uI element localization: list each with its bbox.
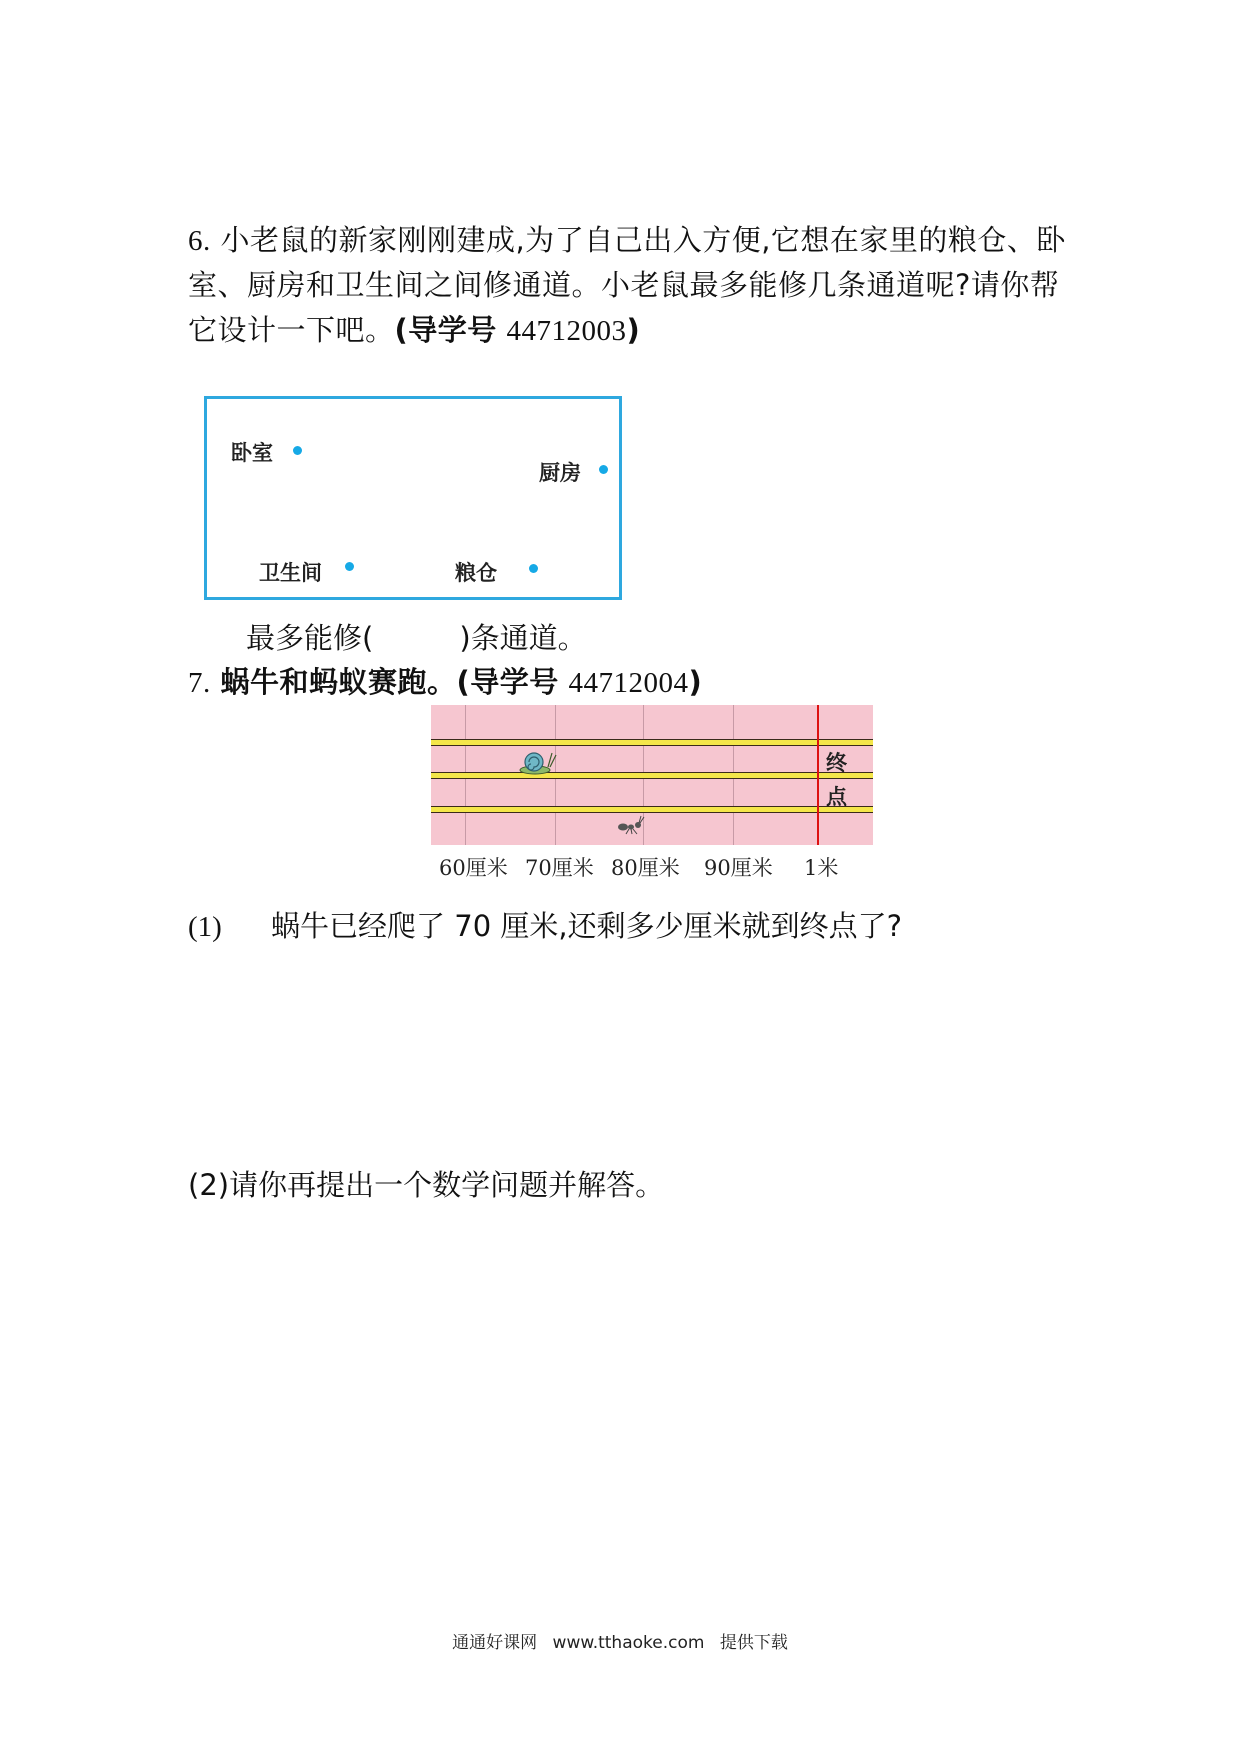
- q6-text-line2: 室、厨房和卫生间之间修通道。小老鼠最多能修几条通道呢?请你帮: [188, 268, 1060, 302]
- q6-text-line3: 它设计一下吧。: [188, 313, 395, 347]
- tick-label: 70厘米: [525, 856, 594, 880]
- tick-label: 90厘米: [704, 856, 773, 880]
- q7-sub2-label: (2): [188, 1168, 230, 1202]
- room-dot-granary: [529, 564, 538, 573]
- tick-label: 60厘米: [439, 856, 508, 880]
- q7-sub1-text: 蜗牛已经爬了 70 厘米,还剩多少厘米就到终点了?: [271, 909, 902, 943]
- q7-heading: [188, 660, 1068, 706]
- snail-icon: [519, 747, 559, 775]
- lane-line: [431, 806, 873, 813]
- race-track: [431, 705, 873, 845]
- room-label-bedroom: 卧室: [231, 440, 273, 465]
- page-footer: [0, 1628, 1240, 1653]
- q6-line3: [188, 308, 1068, 354]
- footer-suffix: 提供下载: [719, 1633, 788, 1653]
- room-label-granary: 粮仓: [455, 560, 497, 585]
- q7-title: 蜗牛和蚂蚁赛跑。: [220, 665, 457, 699]
- q7-sub1-label: (1): [188, 911, 222, 943]
- q7-sub2-text: 请你再提出一个数学问题并解答。: [229, 1168, 665, 1202]
- q7-ref-close: ): [688, 665, 703, 699]
- tick-label: 80厘米: [611, 856, 680, 880]
- q6-ref-code: 44712003: [506, 315, 627, 347]
- q7-sub1: [188, 904, 902, 945]
- room-dot-bathroom: [345, 562, 354, 571]
- q6-ref-close: ): [626, 313, 641, 347]
- lane-line: [431, 739, 873, 746]
- q7-number: 7.: [188, 667, 211, 699]
- q6-line1: [188, 218, 1068, 264]
- q7-ref-label: 导学号: [470, 665, 559, 699]
- q6-text-line1: 小老鼠的新家刚刚建成,为了自己出入方便,它想在家里的粮仓、卧: [220, 223, 1066, 257]
- room-label-kitchen: 厨房: [539, 460, 581, 485]
- q6-ref-label: 导学号: [408, 313, 497, 347]
- tick-label: 1米: [804, 856, 839, 880]
- ant-icon: [617, 815, 647, 835]
- lane-line: [431, 772, 873, 779]
- finish-line: [817, 705, 819, 845]
- footer-url[interactable]: www.tthaoke.com: [552, 1633, 705, 1653]
- room-dot-kitchen: [599, 465, 608, 474]
- finish-label-1: 终: [826, 750, 847, 775]
- finish-label-2: 点: [826, 784, 847, 809]
- q7-sub2: [188, 1163, 664, 1204]
- q6-answer-suffix: )条通道。: [459, 621, 587, 655]
- q6-ref-open: (: [394, 313, 409, 347]
- room-dot-bedroom: [293, 446, 302, 455]
- q7-ref-open: (: [456, 665, 471, 699]
- footer-site: 通通好课网: [452, 1633, 538, 1653]
- q6-answer-line: [246, 616, 587, 657]
- room-label-bathroom: 卫生间: [259, 560, 322, 585]
- q6-number: 6.: [188, 225, 211, 257]
- room-diagram: [204, 396, 622, 600]
- q6-answer-prefix: 最多能修(: [246, 621, 374, 655]
- q7-ref-code: 44712004: [568, 667, 689, 699]
